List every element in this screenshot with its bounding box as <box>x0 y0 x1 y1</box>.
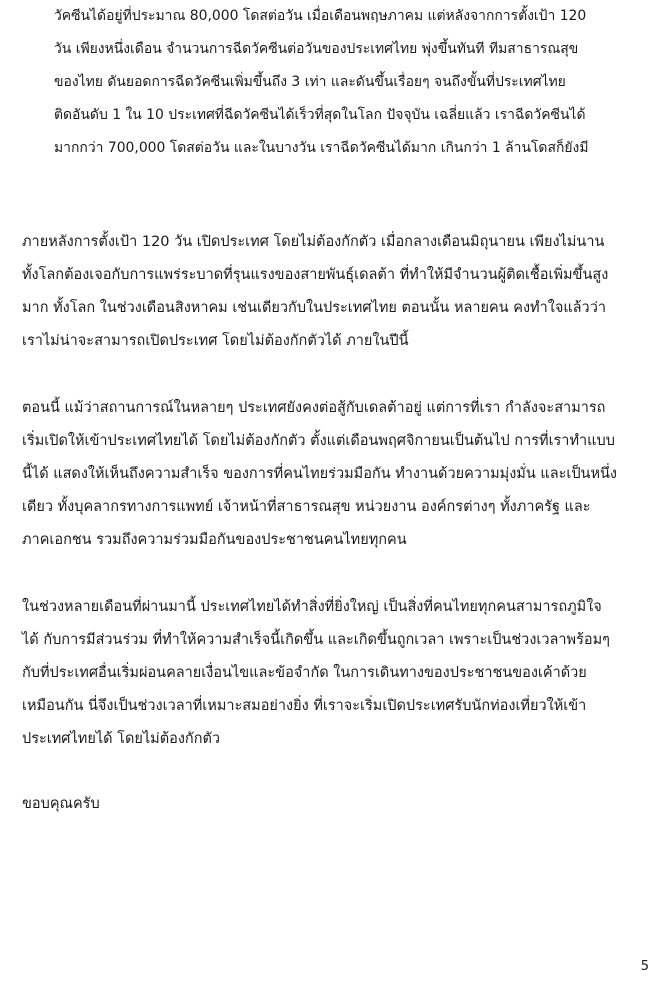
text-line: กับที่ประเทศอื่นเริ่มผ่อนคลายเงื่อนไขและข้อจำกัด ในการเดินทางของประชาชนของเค้าด้วย <box>22 665 587 681</box>
text-line: ตอนนี้ แม้ว่าสถานการณ์ในหลายๆ ประเทศยังคงต่อสู้กับเดลต้าอยู่ แต่การที่เรา กำลังจะสามารถ <box>22 400 606 416</box>
text-line: ติดอันดับ 1 ใน 10 ประเทศที่ฉีดวัคซีนได้เร็วที่สุดในโลก ปัจจุบัน เฉลี่ยแล้ว เราฉีดวัคซีนได้ <box>54 107 586 123</box>
text-line: เหมือนกัน นี่จึงเป็นช่วงเวลาที่เหมาะสมอย่างยิ่ง ที่เราจะเริ่มเปิดประเทศรับนักท่องเที่ยวให้เข้า <box>22 698 587 714</box>
text-line: ภายหลังการตั้งเป้า 120 วัน เปิดประเทศ โดยไม่ต้องกักตัว เมื่อกลางเดือนมิถุนายน เพียงไม่นาน <box>22 234 605 250</box>
text-line: มาก ทั้งโลก ในช่วงเดือนสิงหาคม เช่นเดียวกับในประเทศไทย ตอนนั้น หลายคน คงทำใจแล้วว่า <box>22 300 606 316</box>
text-line: ประเทศไทยได้ โดยไม่ต้องกักตัว <box>22 731 221 747</box>
text-line: เดียว ทั้งบุคลากรทางการแพทย์ เจ้าหน้าที่สาธารณสุข หน่วยงาน องค์กรต่างๆ ทั้งภาครัฐ และ <box>22 499 591 515</box>
paragraph-achievement <box>22 591 652 756</box>
text-line: เริ่มเปิดให้เข้าประเทศไทยได้ โดยไม่ต้องกักตัว ตั้งแต่เดือนพฤศจิกายนเป็นต้นไป การที่เราทำแบบ <box>22 433 615 449</box>
text-line: ขอบคุณครับ <box>22 796 100 812</box>
paragraph-reopening <box>22 392 652 557</box>
text-line: วัน เพียงหนึ่งเดือน จำนวนการฉีดวัคซีนต่อวันของประเทศไทย พุ่งขึ้นทันที ทีมสาธารณสุข <box>54 41 579 57</box>
paragraph-closing-thanks <box>22 788 652 821</box>
page-number: 5 <box>640 959 649 974</box>
text-line: ทั้งโลกต้องเจอกับการแพร่ระบาดที่รุนแรงของสายพันธุ์เดลต้า ที่ทำให้มีจำนวนผู้ติดเชื้อเพิ่มขึ้นสูง <box>22 267 609 283</box>
paragraph-vaccination-rate <box>54 0 671 165</box>
text-line: ในช่วงหลายเดือนที่ผ่านมานี้ ประเทศไทยได้ทำสิ่งที่ยิ่งใหญ่ เป็นสิ่งที่คนไทยทุกคนสามารถภูมิใจ <box>22 599 602 615</box>
text-line: ภาคเอกชน รวมถึงความร่วมมือกันของประชาชนคนไทยทุกคน <box>22 532 407 548</box>
text-line: ของไทย ดันยอดการฉีดวัคซีนเพิ่มขึ้นถึง 3 เท่า และดันขึ้นเรื่อยๆ จนถึงขั้นที่ประเทศไทย <box>54 74 566 90</box>
text-line: นี้ได้ แสดงให้เห็นถึงความสำเร็จ ของการที่คนไทยร่วมมือกัน ทำงานด้วยความมุ่งมั่น และเป็นหนึ่ง <box>22 466 618 482</box>
text-line: มากกว่า 700,000 โดสต่อวัน และในบางวัน เราฉีดวัคซีนได้มาก เกินกว่า 1 ล้านโดสก็ยังมี <box>54 140 589 156</box>
text-line: เราไม่น่าจะสามารถเปิดประเทศ โดยไม่ต้องกักตัวได้ ภายในปีนี้ <box>22 333 409 349</box>
text-line: ได้ กับการมีส่วนร่วม ที่ทำให้ความสำเร็จนี้เกิดขึ้น และเกิดขึ้นถูกเวลา เพราะเป็นช่วงเวลาพร้อมๆ <box>22 632 610 648</box>
text-line: วัคซีนได้อยู่ที่ประมาณ 80,000 โดสต่อวัน เมื่อเดือนพฤษภาคม แต่หลังจากการตั้งเป้า 120 <box>54 8 587 24</box>
paragraph-delta-outbreak <box>22 226 652 358</box>
